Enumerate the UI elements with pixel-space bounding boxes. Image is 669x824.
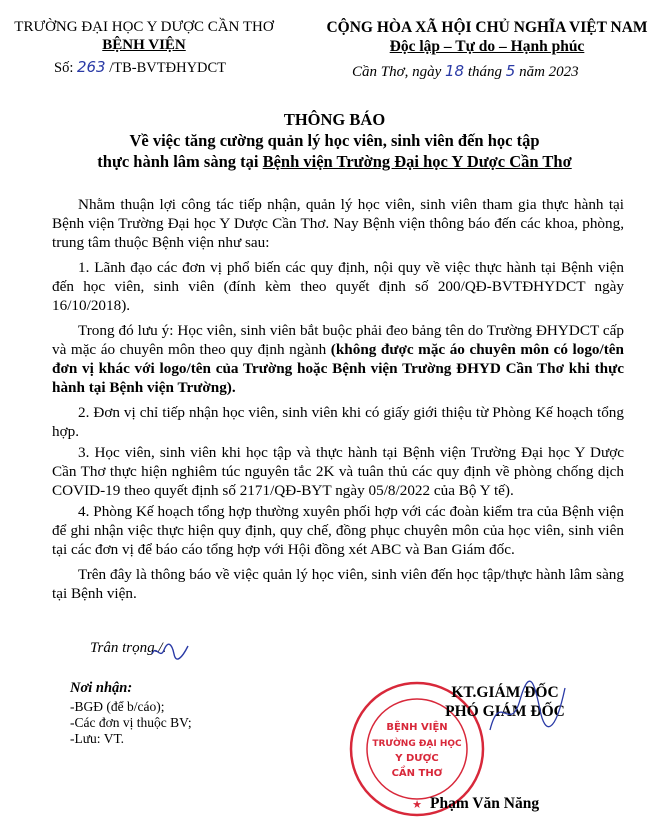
date-line xyxy=(352,62,579,81)
title-line2 xyxy=(0,151,669,172)
regards: Trân trọng./. xyxy=(90,640,167,656)
motto: Độc lập – Tự do – Hạnh phúc xyxy=(389,38,585,55)
date-day: 18 xyxy=(445,62,465,80)
sign-role2: PHÓ GIÁM ĐỐC xyxy=(445,703,565,720)
note-plain: Trong đó lưu ý: Học viên, sinh viên bắt buộc phải đeo bảng tên do Trường ĐHYDCT cấp và mặc áo chuyên môn theo quy định ngành xyxy=(52,322,624,358)
stamp-line3: Y DƯỢC xyxy=(395,753,439,764)
closing-paragraph: Trên đây là thông báo về việc quản lý học viên, sinh viên đến học tập/thực hành lâm sàng tại Bệnh viện. xyxy=(52,566,624,602)
sign-role1: KT.GIÁM ĐỐC xyxy=(451,684,559,701)
document-number xyxy=(54,58,226,77)
unit-name: BỆNH VIỆN xyxy=(102,37,186,53)
number-value: 263 xyxy=(76,58,106,76)
number-suffix: /TB-BVTĐHYDCT xyxy=(109,60,227,76)
title-line2-b: Bệnh viện Trường Đại học Y Dược Cần Thơ xyxy=(262,152,572,171)
intro-paragraph: Nhằm thuận lợi công tác tiếp nhận, quản lý học viên, sinh viên tham gia thực hành tại Bệnh viện Trường Đại học Y Dược Cần Thơ. Nay Bệnh viện thông báo đến các khoa, phòng, trung tâm thuộc Bệnh viện như sau: xyxy=(52,196,624,251)
item-3: 3. Học viên, sinh viên khi học tập và thực hành tại Bệnh viện Trường Đại học Y Dược Cần Thơ thực hiện nghiêm túc nguyên tắc 2K và tuân thủ các quy định về phòng chống dịch COVID-19 theo quyết định số 2171/QĐ-BYT ngày 05/8/2022 của Bộ Y tế). xyxy=(52,444,624,499)
nation-name: CỘNG HÒA XÃ HỘI CHỦ NGHĨA VIỆT NAM xyxy=(326,19,648,36)
stamp-line1: BỆNH VIỆN xyxy=(386,722,448,733)
stamp-line4: CẦN THƠ xyxy=(391,768,443,779)
document-title xyxy=(0,109,669,172)
initial-signature xyxy=(150,640,190,662)
title-line2-a: thực hành lâm sàng tại xyxy=(97,152,259,171)
note-bold: (không được mặc áo chuyên môn có logo/tên đơn vị khác với logo/tên của Trường hoặc Bệnh viện Trường ĐHYD Cần Thơ khi thực hành tại Bệnh viện Trường). xyxy=(52,341,624,396)
date-month: 5 xyxy=(505,62,516,80)
date-month-label: tháng xyxy=(467,64,503,80)
recipient-item: -Các đơn vị thuộc BV; xyxy=(70,715,192,730)
item-1: 1. Lãnh đạo các đơn vị phổ biến các quy định, nội quy về việc thực hành tại Bệnh viện đến học viên, sinh viên (đính kèm theo quyết định số 200/QĐ-BVTĐHYDCT ngày 16/10/2018). xyxy=(52,259,624,314)
signer-name: Phạm Văn Năng xyxy=(430,795,540,812)
document-body xyxy=(52,195,624,609)
note-paragraph xyxy=(52,321,624,397)
header-left xyxy=(14,18,274,54)
school-name: TRƯỜNG ĐẠI HỌC Y DƯỢC CẦN THƠ xyxy=(14,19,274,35)
recipients xyxy=(70,680,192,747)
item-4: 4. Phòng Kế hoạch tổng hợp thường xuyên phối hợp với các đoàn kiểm tra của Bệnh viện để ghi nhận việc thực hiện quy định, quy chế, đồng phục chuyên môn của học viên, sinh viên tại các đơn vị để báo cáo tổng hợp với Hội đồng xét ABC và Ban Giám đốc. xyxy=(52,503,624,558)
date-place: Cần Thơ, ngày xyxy=(352,64,442,80)
svg-text:★: ★ xyxy=(412,799,422,811)
title-line1: Về việc tăng cường quản lý học viên, sinh viên đến học tập xyxy=(129,131,540,150)
number-prefix: Số: xyxy=(54,60,74,76)
handwritten-signature xyxy=(480,680,570,740)
stamp-line2: TRƯỜNG ĐẠI HỌC xyxy=(372,739,462,749)
recipient-item: -Lưu: VT. xyxy=(70,731,125,746)
date-year: năm 2023 xyxy=(519,64,579,80)
recipient-item: -BGĐ (để b/cáo); xyxy=(70,699,165,714)
recipients-heading: Nơi nhận: xyxy=(70,680,133,696)
item-2: 2. Đơn vị chỉ tiếp nhận học viên, sinh viên khi có giấy giới thiệu từ Phòng Kế hoạch tổng hợp. xyxy=(52,404,624,440)
header-right xyxy=(312,18,662,56)
title-main: THÔNG BÁO xyxy=(283,110,386,129)
